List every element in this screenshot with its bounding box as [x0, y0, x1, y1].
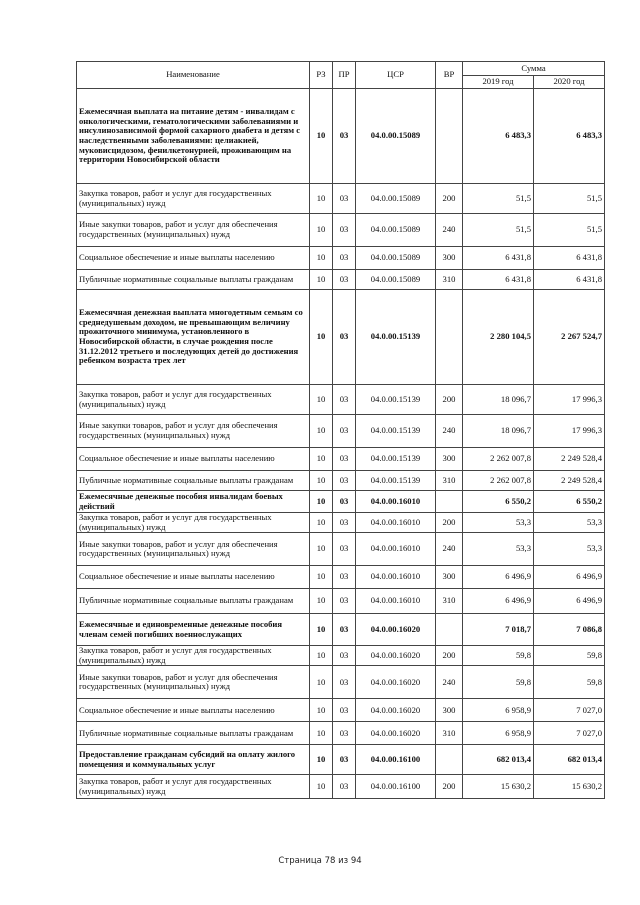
row-pr-cell: 03: [333, 666, 356, 699]
row-sum-2019-cell: 6 483,3: [463, 89, 534, 184]
row-sum-2019-cell: 59,8: [463, 646, 534, 666]
row-name-cell: Закупка товаров, работ и услуг для государственных (муниципальных) нужд: [77, 184, 310, 214]
table-row: [77, 290, 605, 385]
row-vr-cell: 240: [436, 666, 463, 699]
row-csr-cell: 04.0.00.16020: [356, 666, 436, 699]
table-row: [77, 247, 605, 270]
row-vr-cell: [436, 491, 463, 513]
row-sum-2020-cell: 15 630,2: [534, 775, 605, 799]
row-vr-cell: 300: [436, 448, 463, 471]
row-pr-cell: 03: [333, 471, 356, 491]
header-vr: ВР: [436, 62, 463, 89]
row-sum-2019-cell: 6 496,9: [463, 566, 534, 589]
table-row: [77, 614, 605, 646]
row-vr-cell: 310: [436, 589, 463, 614]
row-sum-2019-cell: 18 096,7: [463, 385, 534, 415]
table-row: [77, 775, 605, 799]
row-vr-cell: 300: [436, 566, 463, 589]
row-csr-cell: 04.0.00.16020: [356, 722, 436, 745]
row-rz-cell: 10: [310, 666, 333, 699]
row-rz-cell: 10: [310, 415, 333, 448]
row-pr-cell: 03: [333, 589, 356, 614]
row-name-cell: Закупка товаров, работ и услуг для государственных (муниципальных) нужд: [77, 646, 310, 666]
row-sum-2019-cell: 51,5: [463, 214, 534, 247]
row-pr-cell: 03: [333, 566, 356, 589]
row-csr-cell: 04.0.00.16020: [356, 614, 436, 646]
row-rz-cell: 10: [310, 513, 333, 533]
row-csr-cell: 04.0.00.15089: [356, 247, 436, 270]
row-name-cell: Социальное обеспечение и иные выплаты населению: [77, 566, 310, 589]
row-sum-2020-cell: 17 996,3: [534, 385, 605, 415]
header-year-2019: 2019 год: [463, 76, 534, 89]
row-sum-2019-cell: 2 262 007,8: [463, 448, 534, 471]
row-name-cell: Ежемесячные и единовременные денежные пособия членам семей погибших военнослужащих: [77, 614, 310, 646]
row-csr-cell: 04.0.00.15139: [356, 385, 436, 415]
row-rz-cell: 10: [310, 471, 333, 491]
row-sum-2020-cell: 6 550,2: [534, 491, 605, 513]
row-sum-2019-cell: 682 013,4: [463, 745, 534, 775]
row-pr-cell: 03: [333, 513, 356, 533]
row-pr-cell: 03: [333, 533, 356, 566]
row-sum-2019-cell: 7 018,7: [463, 614, 534, 646]
row-csr-cell: 04.0.00.15089: [356, 214, 436, 247]
table-row: [77, 184, 605, 214]
row-sum-2020-cell: 6 431,8: [534, 247, 605, 270]
header-name: Наименование: [77, 62, 310, 89]
row-sum-2020-cell: 6 496,9: [534, 566, 605, 589]
row-csr-cell: 04.0.00.16020: [356, 646, 436, 666]
row-rz-cell: 10: [310, 775, 333, 799]
row-name-cell: Социальное обеспечение и иные выплаты населению: [77, 699, 310, 722]
row-pr-cell: 03: [333, 247, 356, 270]
row-name-cell: Иные закупки товаров, работ и услуг для обеспечения государственных (муниципальных) нужд: [77, 533, 310, 566]
header-csr: ЦСР: [356, 62, 436, 89]
row-sum-2020-cell: 6 483,3: [534, 89, 605, 184]
row-sum-2019-cell: 6 431,8: [463, 270, 534, 290]
row-rz-cell: 10: [310, 646, 333, 666]
row-sum-2019-cell: 15 630,2: [463, 775, 534, 799]
row-rz-cell: 10: [310, 722, 333, 745]
row-csr-cell: 04.0.00.16020: [356, 699, 436, 722]
row-pr-cell: 03: [333, 646, 356, 666]
row-vr-cell: 200: [436, 184, 463, 214]
row-csr-cell: 04.0.00.16010: [356, 566, 436, 589]
row-rz-cell: 10: [310, 184, 333, 214]
table-row: [77, 270, 605, 290]
row-name-cell: Иные закупки товаров, работ и услуг для обеспечения государственных (муниципальных) нужд: [77, 666, 310, 699]
row-name-cell: Публичные нормативные социальные выплаты гражданам: [77, 722, 310, 745]
row-rz-cell: 10: [310, 448, 333, 471]
row-sum-2019-cell: 18 096,7: [463, 415, 534, 448]
row-vr-cell: 200: [436, 775, 463, 799]
row-name-cell: Публичные нормативные социальные выплаты гражданам: [77, 471, 310, 491]
table-row: [77, 646, 605, 666]
row-rz-cell: 10: [310, 290, 333, 385]
row-rz-cell: 10: [310, 385, 333, 415]
row-rz-cell: 10: [310, 699, 333, 722]
row-pr-cell: 03: [333, 745, 356, 775]
row-sum-2020-cell: 7 027,0: [534, 722, 605, 745]
row-pr-cell: 03: [333, 775, 356, 799]
row-sum-2019-cell: 51,5: [463, 184, 534, 214]
table-row: [77, 566, 605, 589]
row-vr-cell: [436, 89, 463, 184]
row-rz-cell: 10: [310, 270, 333, 290]
row-vr-cell: 240: [436, 415, 463, 448]
row-rz-cell: 10: [310, 614, 333, 646]
row-vr-cell: 240: [436, 533, 463, 566]
header-year-2020: 2020 год: [534, 76, 605, 89]
row-vr-cell: [436, 290, 463, 385]
row-sum-2019-cell: 6 958,9: [463, 699, 534, 722]
table-row: [77, 385, 605, 415]
row-name-cell: Ежемесячная выплата на питание детям - инвалидам с онкологическими, гематологическими заболеваниями и инсулинозависимой формой сахарного диабета и детям с наследственными заболеваниями: целиакией, муковисцидозом, фенилкетонурией, проживающим на территории Новосибирской области: [77, 89, 310, 184]
row-rz-cell: 10: [310, 533, 333, 566]
row-sum-2019-cell: 2 262 007,8: [463, 471, 534, 491]
table-row: [77, 533, 605, 566]
row-rz-cell: 10: [310, 89, 333, 184]
row-sum-2020-cell: 17 996,3: [534, 415, 605, 448]
row-csr-cell: 04.0.00.15139: [356, 290, 436, 385]
table-row: [77, 491, 605, 513]
table-row: [77, 89, 605, 184]
row-vr-cell: 300: [436, 247, 463, 270]
row-rz-cell: 10: [310, 589, 333, 614]
header-pr: ПР: [333, 62, 356, 89]
row-rz-cell: 10: [310, 745, 333, 775]
row-sum-2019-cell: 59,8: [463, 666, 534, 699]
page-footer: Страница 78 из 94: [278, 856, 362, 866]
row-sum-2020-cell: 59,8: [534, 666, 605, 699]
row-vr-cell: [436, 745, 463, 775]
row-pr-cell: 03: [333, 89, 356, 184]
row-csr-cell: 04.0.00.15139: [356, 448, 436, 471]
row-sum-2019-cell: 6 550,2: [463, 491, 534, 513]
table-row: [77, 666, 605, 699]
row-sum-2020-cell: 6 431,8: [534, 270, 605, 290]
row-sum-2019-cell: 6 958,9: [463, 722, 534, 745]
row-vr-cell: 310: [436, 471, 463, 491]
row-name-cell: Публичные нормативные социальные выплаты гражданам: [77, 589, 310, 614]
row-rz-cell: 10: [310, 566, 333, 589]
row-rz-cell: 10: [310, 247, 333, 270]
table-row: [77, 448, 605, 471]
row-name-cell: Социальное обеспечение и иные выплаты населению: [77, 247, 310, 270]
row-sum-2020-cell: 682 013,4: [534, 745, 605, 775]
row-sum-2019-cell: 6 431,8: [463, 247, 534, 270]
row-sum-2020-cell: 51,5: [534, 184, 605, 214]
header-sum: Сумма: [463, 62, 605, 76]
row-name-cell: Социальное обеспечение и иные выплаты населению: [77, 448, 310, 471]
row-pr-cell: 03: [333, 722, 356, 745]
row-pr-cell: 03: [333, 614, 356, 646]
row-csr-cell: 04.0.00.15089: [356, 270, 436, 290]
table-row: [77, 745, 605, 775]
row-csr-cell: 04.0.00.16100: [356, 775, 436, 799]
table-row: [77, 415, 605, 448]
row-vr-cell: 300: [436, 699, 463, 722]
row-sum-2020-cell: 51,5: [534, 214, 605, 247]
row-sum-2020-cell: 53,3: [534, 513, 605, 533]
row-sum-2019-cell: 2 280 104,5: [463, 290, 534, 385]
row-sum-2019-cell: 53,3: [463, 533, 534, 566]
table-row: [77, 471, 605, 491]
row-rz-cell: 10: [310, 214, 333, 247]
table-body: [77, 89, 605, 799]
row-vr-cell: 200: [436, 646, 463, 666]
row-name-cell: Иные закупки товаров, работ и услуг для обеспечения государственных (муниципальных) нужд: [77, 214, 310, 247]
budget-table: [76, 61, 605, 799]
row-name-cell: Публичные нормативные социальные выплаты гражданам: [77, 270, 310, 290]
table-row: [77, 513, 605, 533]
row-sum-2020-cell: 7 027,0: [534, 699, 605, 722]
table-row: [77, 699, 605, 722]
row-pr-cell: 03: [333, 699, 356, 722]
row-vr-cell: 200: [436, 385, 463, 415]
table-row: [77, 722, 605, 745]
row-sum-2020-cell: 7 086,8: [534, 614, 605, 646]
row-sum-2020-cell: 2 249 528,4: [534, 471, 605, 491]
row-csr-cell: 04.0.00.15089: [356, 184, 436, 214]
row-csr-cell: 04.0.00.16010: [356, 513, 436, 533]
row-vr-cell: 200: [436, 513, 463, 533]
row-pr-cell: 03: [333, 491, 356, 513]
row-csr-cell: 04.0.00.15139: [356, 471, 436, 491]
row-vr-cell: 240: [436, 214, 463, 247]
row-name-cell: Иные закупки товаров, работ и услуг для обеспечения государственных (муниципальных) нужд: [77, 415, 310, 448]
row-pr-cell: 03: [333, 184, 356, 214]
row-name-cell: Ежемесячные денежные пособия инвалидам боевых действий: [77, 491, 310, 513]
row-pr-cell: 03: [333, 270, 356, 290]
row-pr-cell: 03: [333, 214, 356, 247]
table-row: [77, 589, 605, 614]
row-sum-2020-cell: 59,8: [534, 646, 605, 666]
table-row: [77, 214, 605, 247]
row-name-cell: Ежемесячная денежная выплата многодетным семьям со среднедушевым доходом, не превышающим величину прожиточного минимума, установленного в Новосибирской области, в случае рождения после 31.12.2012 третьего и последующих детей до достижения ребенком возраста трех лет: [77, 290, 310, 385]
row-rz-cell: 10: [310, 491, 333, 513]
row-pr-cell: 03: [333, 448, 356, 471]
header-rz: РЗ: [310, 62, 333, 89]
row-csr-cell: 04.0.00.16010: [356, 589, 436, 614]
row-sum-2020-cell: 2 267 524,7: [534, 290, 605, 385]
row-name-cell: Закупка товаров, работ и услуг для государственных (муниципальных) нужд: [77, 385, 310, 415]
row-csr-cell: 04.0.00.16100: [356, 745, 436, 775]
row-sum-2020-cell: 6 496,9: [534, 589, 605, 614]
row-sum-2020-cell: 53,3: [534, 533, 605, 566]
row-csr-cell: 04.0.00.15139: [356, 415, 436, 448]
row-sum-2020-cell: 2 249 528,4: [534, 448, 605, 471]
row-pr-cell: 03: [333, 415, 356, 448]
row-sum-2019-cell: 53,3: [463, 513, 534, 533]
row-csr-cell: 04.0.00.16010: [356, 533, 436, 566]
row-name-cell: Закупка товаров, работ и услуг для государственных (муниципальных) нужд: [77, 775, 310, 799]
row-name-cell: Предоставление гражданам субсидий на оплату жилого помещения и коммунальных услуг: [77, 745, 310, 775]
row-name-cell: Закупка товаров, работ и услуг для государственных (муниципальных) нужд: [77, 513, 310, 533]
row-sum-2019-cell: 6 496,9: [463, 589, 534, 614]
row-pr-cell: 03: [333, 385, 356, 415]
row-vr-cell: 310: [436, 722, 463, 745]
row-csr-cell: 04.0.00.16010: [356, 491, 436, 513]
row-pr-cell: 03: [333, 290, 356, 385]
row-vr-cell: [436, 614, 463, 646]
row-csr-cell: 04.0.00.15089: [356, 89, 436, 184]
row-vr-cell: 310: [436, 270, 463, 290]
